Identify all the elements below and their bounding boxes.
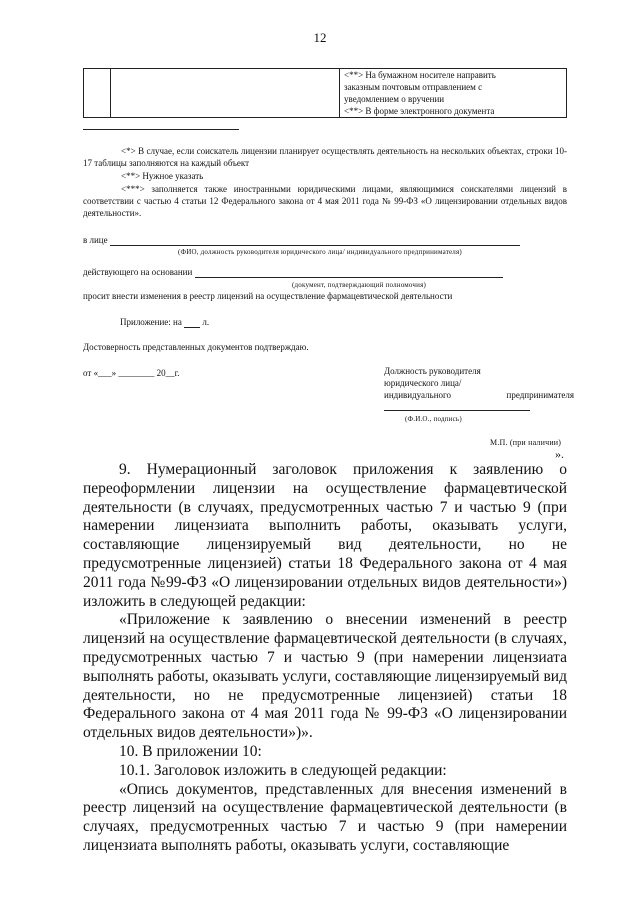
table-cell-line: <**> В форме электронного документа — [344, 106, 495, 116]
in-person-caption: (ФИО, должность руководителя юридического лица/ индивидуального предпринимателя) — [178, 248, 462, 256]
table-cell-line: уведомлением о вручении — [344, 94, 445, 104]
form-table-fragment — [83, 68, 567, 118]
acting-caption: (документ, подтверждающий полномочия) — [292, 281, 427, 289]
appendix-prefix: Приложение: на — [120, 317, 182, 327]
signature-line — [384, 410, 530, 411]
signer-line: юридического лица/ — [384, 378, 462, 388]
in-person-blank — [110, 236, 520, 246]
paragraph: 10. В приложении 10: — [119, 742, 262, 760]
main-text — [83, 461, 567, 856]
paragraph: 9. Нумерационный заголовок приложения к заявлению о переоформлении лицензии на осуществление фармацевтической деятельности (в случаях, предусмотренных частью 7 и частью 9 (при намерении лицензиата выполнить работы, оказывать услуги, составляющие лицензируемый вид деятельности, но не предусмотренные лицензией) статьи 18 Федерального закона от 4 мая 2011 года №99-ФЗ «О лицензировании отдельных видов деятельности») изложить в следующей редакции: — [83, 461, 567, 610]
table-cell-number — [84, 69, 111, 118]
closing-quote: ». — [555, 447, 564, 461]
footnote: <***> заполняется также иностранными юридическими лицами, являющимися соискателями лицензий в соответствии с частью 4 статьи 12 Федерального закона от 4 мая 2011 года № 99-ФЗ «О лицензировании отдельных видов деятельности». — [83, 184, 567, 218]
paragraph: «Приложение к заявлению о внесении изменений в реестр лицензий на осуществление фармацевтической деятельности (в случаях, предусмотренных частью 7 и частью 9 (при намерении лицензиата выполнять работы, оказывать услуги, составляющие лицензируемый вид деятельности, но не предусмотренные лицензией) статьи 18 Федерального закона от 4 мая 2011 года № 99-ФЗ «О лицензировании отдельных видов деятельности»)». — [83, 611, 567, 742]
date-text: от «___» ________ 20__г. — [83, 368, 180, 378]
in-person-row — [83, 234, 567, 246]
paragraph: 10.1. Заголовок изложить в следующей редакции: — [119, 761, 447, 779]
stamp-text: М.П. (при наличии) — [490, 438, 562, 447]
request-text: просит внести изменения в реестр лицензий на осуществление фармацевтической деятельности — [83, 291, 453, 301]
table-cell-line: <**> На бумажном носителе направить — [344, 70, 496, 80]
paragraph: «Опись документов, представленных для внесения изменений в реестр лицензий на осуществление фармацевтической деятельности (в случаях, предусмотренных частью 7 и частью 9 (при намерении лицензиата выполнять работы, оказывать услуги, составляющие — [83, 780, 567, 854]
appendix-blank — [184, 318, 200, 328]
in-person-label: в лице — [83, 235, 108, 245]
signer-block — [384, 365, 574, 401]
footnotes — [83, 145, 567, 220]
table-cell-value — [340, 69, 567, 118]
table-cell-label — [111, 69, 340, 118]
acting-blank — [195, 268, 503, 278]
acting-label: действующего на основании — [83, 267, 193, 277]
footnote: <*> В случае, если соискатель лицензии планирует осуществлять деятельность на нескольких объектах, строки 10-17 таблицы заполняются на каждый объект — [83, 146, 567, 168]
acting-row — [83, 266, 567, 278]
signer-line: Должность руководителя — [384, 366, 481, 376]
signer-line: индивидуального предпринимателя — [384, 390, 574, 400]
table-row — [84, 69, 567, 118]
page-number: 12 — [313, 30, 327, 45]
confirm-text: Достоверность представленных документов подтверждаю. — [83, 342, 309, 352]
signature-caption: (Ф.И.О., подпись) — [405, 415, 462, 423]
table-cell-line: заказным почтовым отправлением с — [344, 82, 483, 92]
appendix-row — [120, 316, 420, 328]
footnote-separator — [83, 129, 239, 130]
appendix-suffix: л. — [202, 317, 210, 327]
footnote: <**> Нужное указать — [121, 171, 204, 181]
